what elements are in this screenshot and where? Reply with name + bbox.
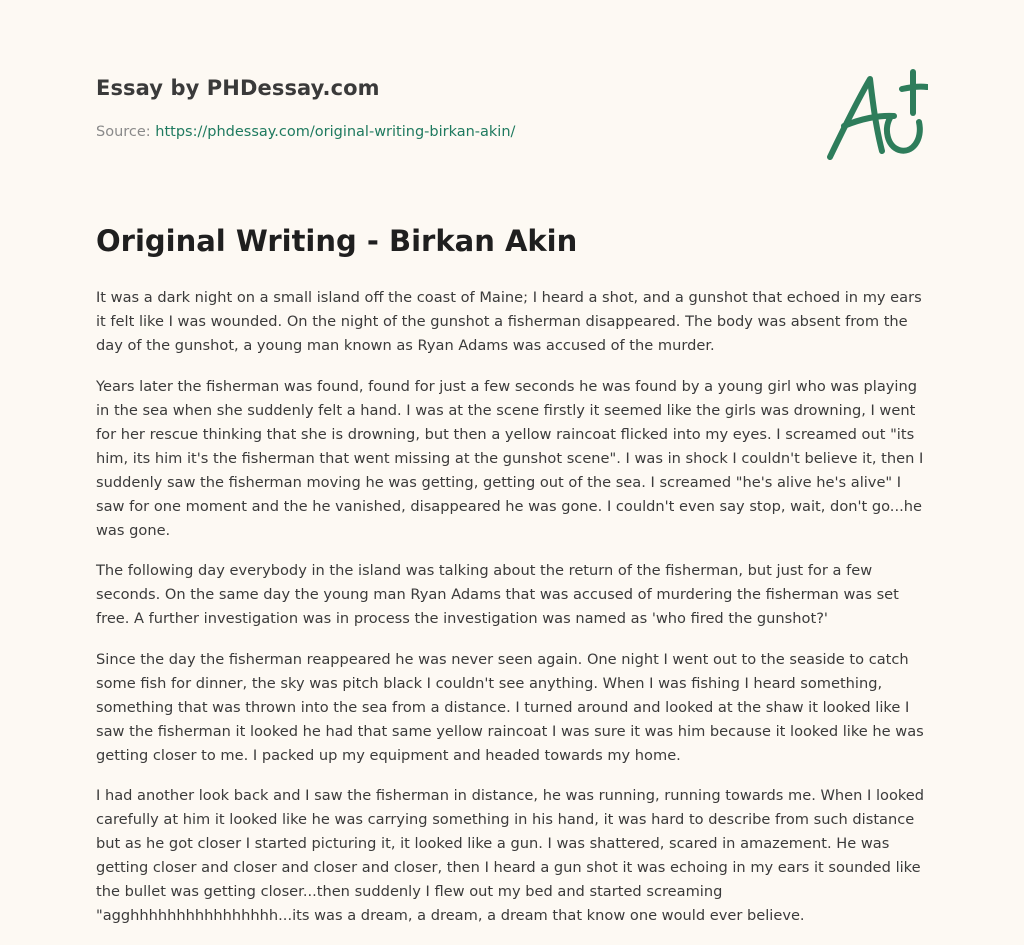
source-label: Source: — [96, 124, 151, 140]
essay-paragraph: Since the day the fisherman reappeared he was never seen again. One night I went out to the seaside to catch some fish for dinner, the sky was pitch black I couldn't see anything. When I was fishing I heard something, something that was thrown into the sea from a distance. I turned around and looked at the shaw it looked like I saw the fisherman it looked he had that same yellow raincoat I was sure it was him because it looked like he was getting closer to me. I packed up my equipment and headed towards my home. — [96, 650, 924, 764]
essay-paragraph: The following day everybody in the island was talking about the return of the fisherman, but just for a few seconds. On the same day the young man Ryan Adams that was accused of murdering the fisherman was set free. A further investigation was in process the investigation was named as 'who fired the gunshot?' — [96, 562, 899, 627]
a-plus-grade-icon — [824, 66, 928, 166]
essay-title: Original Writing - Birkan Akin — [96, 224, 578, 258]
essay-paragraph: Years later the fisherman was found, found for just a few seconds he was found by a young girl who was playing in the sea when she suddenly felt a hand. I was at the scene firstly it seemed like the girls was drowning, I went for her rescue thinking that she is drowning, but then a yellow raincoat flicked into my eyes. I screamed out "its him, its him it's the fisherman that went missing at the gunshot scene". I was in shock I couldn't believe it, then I suddenly saw the fisherman moving he was getting, getting out of the sea. I screamed "he's alive he's alive" I saw for one moment and the he vanished, disappeared he was gone. I couldn't even say stop, wait, don't go...he was gone. — [96, 377, 924, 539]
essay-paragraph: It was a dark night on a small island off the coast of Maine; I heard a shot, and a gunshot that echoed in my ears it felt like I was wounded. On the night of the gunshot a fisherman disappeared. The body was absent from the day of the gunshot, a young man known as Ryan Adams was accused of the murder. — [96, 289, 922, 354]
source-link[interactable]: https://phdessay.com/original-writing-birkan-akin/ — [155, 124, 516, 140]
source-line — [96, 124, 515, 140]
site-header-title: Essay by PHDessay.com — [96, 76, 380, 100]
essay-paragraph: I had another look back and I saw the fisherman in distance, he was running, running towards me. When I looked carefully at him it looked like he was carrying something in his hand, it was hard to describe from such distance but as he got closer I started picturing it, it looked like a gun. I was shattered, scared in amazement. He was getting closer and closer and closer and closer, then I heard a gun shot it was echoing in my ears it sounded like the bullet was getting closer...then suddenly I flew out my bed and started screaming "agghhhhhhhhhhhhhhhh...its was a dream, a dream, a dream that know one would ever believe. — [96, 787, 925, 924]
essay-body — [96, 286, 928, 945]
